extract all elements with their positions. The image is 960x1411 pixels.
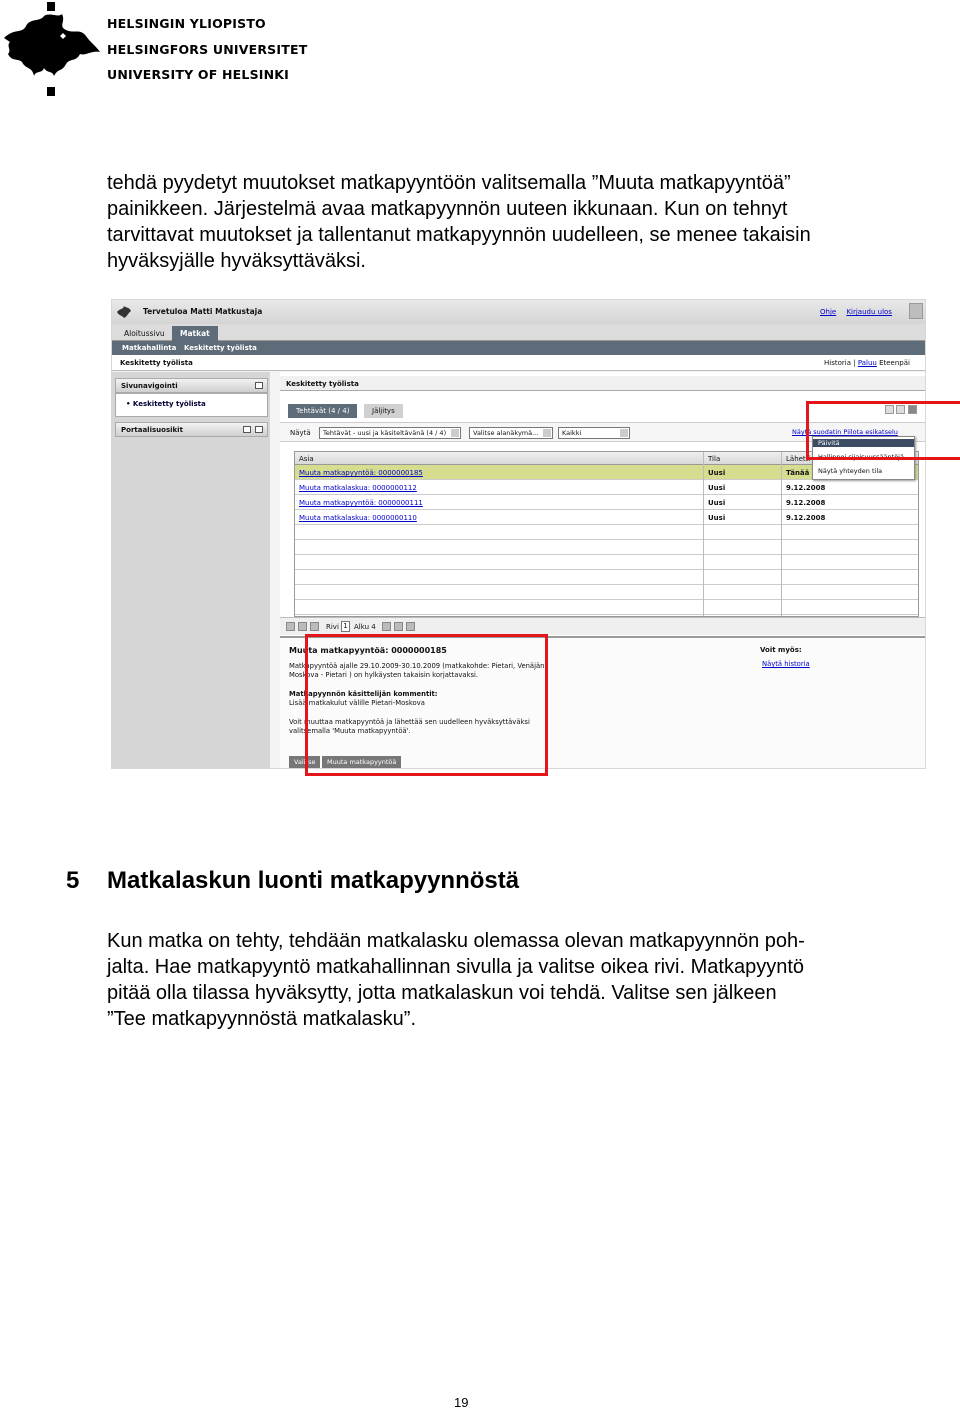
sidebar-panel-body — [115, 393, 268, 417]
task-status: Uusi — [708, 484, 726, 492]
task-link[interactable]: Muuta matkapyyntöä: 0000000111 — [299, 499, 423, 507]
sidebar-panel-title: Sivunavigointi — [121, 382, 178, 390]
highlight-box-options — [806, 401, 960, 460]
body-line: pitää olla tilassa hyväksytty, jotta matkalaskun voi tehdä. Valitse sen jälkeen — [107, 982, 777, 1004]
chevron-down-icon — [451, 429, 459, 437]
intro-line: tarvittavat muutokset ja tallentanut matkapyynnön uudelleen, se menee takaisin — [107, 224, 811, 246]
sidebar-item-keskitetty-tyolista[interactable]: • Keskitetty työlista — [126, 400, 206, 408]
task-link[interactable]: Muuta matkalaskua: 0000000110 — [299, 514, 417, 522]
filter-label: Näytä — [290, 429, 311, 437]
table-pager — [280, 617, 926, 635]
preview-line: Matkapyyntöä ajalle 29.10.2009-30.10.2009 (matkakohde: Pietari, Venäjän — [289, 662, 545, 670]
subnav-keskitetty-tyolista[interactable]: Keskitetty työlista — [184, 344, 257, 352]
task-date: 9.12.2008 — [786, 514, 826, 522]
pager-range: Alku 4 — [354, 623, 376, 631]
intro-line: tehdä pyydetyt muutokset matkapyyntöön valitsemalla ”Muuta matkapyyntöä” — [107, 172, 791, 194]
column-header-lahetti[interactable]: Lähetti — [786, 455, 811, 463]
page-number: 19 — [454, 1395, 469, 1410]
table-row[interactable] — [295, 510, 918, 525]
edit-icon[interactable] — [243, 426, 251, 433]
task-status: Uusi — [708, 514, 726, 522]
task-link[interactable]: Muuta matkalaskua: 0000000112 — [299, 484, 417, 492]
table-row — [295, 585, 918, 600]
back-link[interactable]: Paluu — [857, 359, 877, 367]
portal-header — [112, 300, 926, 324]
forward-link[interactable]: Eteenpäi — [879, 359, 910, 367]
page-title: Keskitetty työlista — [120, 359, 193, 367]
table-row — [295, 570, 918, 585]
top-links — [820, 308, 900, 316]
body-line: Kun matka on tehty, tehdään matkalasku olemassa olevan matkapyynnön poh- — [107, 930, 805, 952]
task-filter-select[interactable]: Tehtävät - uusi ja käsiteltävänä (4 / 4) — [319, 427, 461, 439]
university-flame-logo — [0, 0, 100, 100]
preview-line: Moskova - Pietari ) on hylkäysten takaisin korjattavaksi. — [289, 671, 479, 679]
sidebar-panel-title: Portaalisuosikit — [121, 426, 183, 434]
column-divider — [703, 452, 704, 616]
university-name-en: UNIVERSITY OF HELSINKI — [107, 67, 290, 82]
preview-line: Matkapyynnön käsittelijän kommentit: — [289, 690, 438, 698]
pager-label: Rivi — [326, 623, 339, 631]
section-number: 5 — [66, 867, 80, 894]
history-label[interactable]: Historia — [824, 359, 851, 367]
corner-icon — [909, 303, 923, 319]
preview-line: valitsemalla 'Muuta matkapyyntöä'. — [289, 727, 411, 735]
sidebar-panel-header — [115, 422, 268, 437]
table-row — [295, 600, 918, 615]
scope-select[interactable]: Kaikki — [558, 427, 630, 439]
welcome-text: Tervetuloa Matti Matkustaja — [143, 307, 263, 316]
column-divider — [781, 452, 782, 616]
left-sidebar — [112, 372, 270, 769]
university-name-sv: HELSINGFORS UNIVERSITET — [107, 41, 308, 57]
tab-matkat[interactable]: Matkat — [172, 326, 218, 341]
worklist-title: Keskitetty työlista — [280, 376, 926, 391]
table-row — [295, 525, 918, 540]
section-title: Matkalaskun luonti matkapyynnöstä — [107, 867, 520, 894]
collapse-icon[interactable] — [255, 382, 263, 389]
tab-jaljitys[interactable]: Jäljitys — [364, 404, 403, 418]
section-heading — [66, 866, 519, 896]
sidebar-item-label: Keskitetty työlista — [132, 400, 206, 408]
prev-row-icon[interactable] — [310, 622, 319, 631]
change-travel-request-button[interactable]: Muuta matkapyyntöä — [322, 756, 401, 768]
body-line: ”Tee matkapyynnöstä matkalasku”. — [107, 1008, 417, 1030]
prev-page-icon[interactable] — [298, 622, 307, 631]
menu-item-connection-status[interactable]: Näytä yhteyden tila — [818, 467, 883, 475]
subnav-matkahallinta[interactable]: Matkahallinta — [122, 344, 177, 352]
also-title: Voit myös: — [760, 646, 802, 654]
task-status: Uusi — [708, 499, 726, 507]
select-button[interactable]: Valitse — [289, 756, 320, 768]
top-navigation — [112, 324, 926, 341]
task-date: 9.12.2008 — [786, 499, 826, 507]
chevron-down-icon — [543, 429, 551, 437]
intro-paragraph — [107, 170, 907, 274]
tab-aloitussivu[interactable]: Aloitussivu — [124, 329, 165, 338]
table-row[interactable] — [295, 480, 918, 495]
row-input[interactable]: 1 — [341, 621, 350, 632]
sidebar-panel-header — [115, 378, 268, 393]
preview-title: Muuta matkapyyntöä: 0000000185 — [289, 646, 447, 655]
next-row-icon[interactable] — [382, 622, 391, 631]
history-nav: Historia | Paluu Eteenpäi — [824, 359, 910, 367]
university-name — [107, 11, 307, 88]
portal-logo-icon — [115, 302, 133, 322]
collapse-icon[interactable] — [255, 426, 263, 433]
body-line: jalta. Hae matkapyyntö matkahallinnan sivulla ja valitse oikea rivi. Matkapyyntö — [107, 956, 805, 978]
table-row — [295, 540, 918, 555]
logout-link[interactable]: Kirjaudu ulos — [846, 308, 892, 316]
preview-line: Lisää matkakulut välille Pietari-Moskova — [289, 699, 425, 707]
highlight-box-preview — [305, 634, 548, 776]
column-header-tila[interactable]: Tila — [708, 455, 721, 463]
preview-line: Voit muuttaa matkapyyntöä ja lähettää sen uudelleen hyväksyttäväksi — [289, 718, 530, 726]
first-page-icon[interactable] — [286, 622, 295, 631]
body-paragraph — [107, 928, 907, 1032]
show-history-link[interactable]: Näytä historia — [762, 660, 810, 668]
help-link[interactable]: Ohje — [820, 308, 837, 316]
tab-tehtavat[interactable]: Tehtävät (4 / 4) — [288, 404, 357, 418]
page-title-bar — [112, 355, 926, 371]
task-date: 9.12.2008 — [786, 484, 826, 492]
column-header-asia[interactable]: Asia — [299, 455, 314, 463]
menu-item-substitution-rules[interactable]: Hallinnoi sijaisuussääntöjä — [818, 453, 904, 461]
task-date: Tänää — [786, 469, 810, 477]
table-row — [295, 555, 918, 570]
intro-line: painikkeen. Järjestelmä avaa matkapyynnön uuteen ikkunaan. Kun on tehnyt — [107, 198, 788, 220]
chevron-down-icon — [620, 429, 628, 437]
menu-item-refresh[interactable]: Päivitä — [813, 439, 914, 447]
filter-links[interactable]: Näytä suodatin Piilota esikatselu — [792, 428, 898, 436]
sub-navigation — [112, 341, 926, 355]
next-page-icon[interactable] — [394, 622, 403, 631]
subview-select[interactable]: Valitse alanäkymä... — [469, 427, 553, 439]
table-row[interactable] — [295, 495, 918, 510]
task-link[interactable]: Muuta matkapyyntöä: 0000000185 — [299, 469, 423, 477]
last-page-icon[interactable] — [406, 622, 415, 631]
university-name-fi: HELSINGIN YLIOPISTO — [107, 16, 266, 31]
intro-line: hyväksyjälle hyväksyttäväksi. — [107, 250, 366, 272]
task-status: Uusi — [708, 469, 726, 477]
